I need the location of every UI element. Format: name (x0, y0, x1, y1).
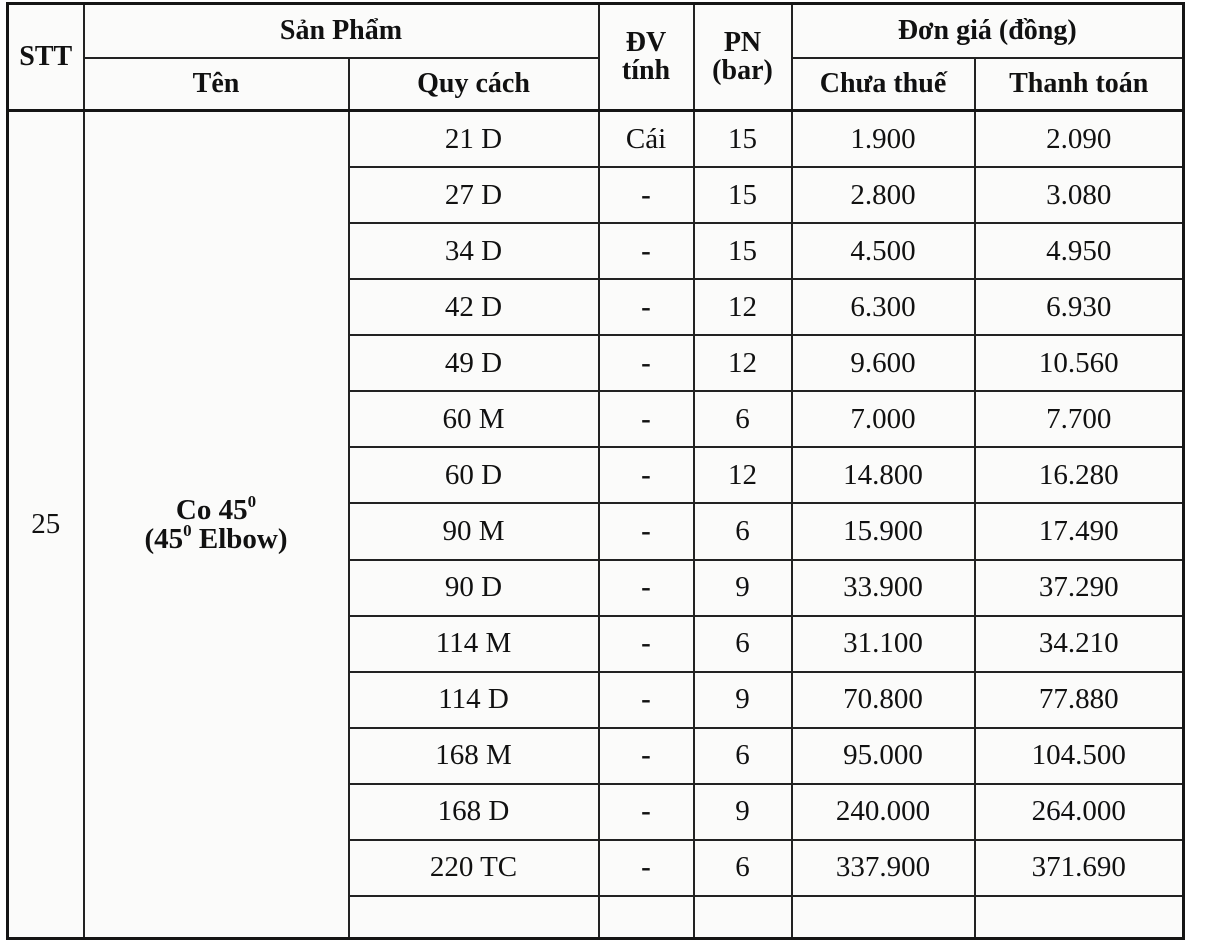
header-pn-line2: (bar) (712, 55, 773, 86)
unit-cell: - (599, 616, 694, 672)
price-pre-tax-cell: 2.800 (792, 167, 975, 223)
header-unit (599, 4, 694, 111)
spec-cell: 49 D (349, 335, 599, 391)
degree-sup: 0 (247, 491, 257, 511)
unit-cell: - (599, 223, 694, 279)
header-pn-line1: PN (723, 27, 762, 58)
unit-cell: - (599, 167, 694, 223)
price-pre-tax-cell: 1.900 (792, 111, 975, 168)
pn-cell: 9 (694, 672, 792, 728)
spec-cell: 34 D (349, 223, 599, 279)
unit-cell: - (599, 560, 694, 616)
header-product-group: Sản Phẩm (84, 4, 599, 59)
table-body (8, 111, 1184, 939)
product-name-text: Co 45 (175, 493, 248, 526)
price-total-cell: 6.930 (975, 279, 1184, 335)
price-total-cell: 3.080 (975, 167, 1184, 223)
price-total-cell: 4.950 (975, 223, 1184, 279)
product-name-cell (84, 111, 349, 939)
empty-cell (599, 896, 694, 939)
header-unit-line2: tính (621, 55, 671, 86)
header-pn (694, 4, 792, 111)
price-total-cell: 264.000 (975, 784, 1184, 840)
empty-cell (349, 896, 599, 939)
spec-cell: 27 D (349, 167, 599, 223)
unit-cell: - (599, 728, 694, 784)
price-pre-tax-cell: 9.600 (792, 335, 975, 391)
price-pre-tax-cell: 70.800 (792, 672, 975, 728)
unit-cell: - (599, 503, 694, 559)
price-pre-tax-cell: 337.900 (792, 840, 975, 896)
pn-cell: 9 (694, 784, 792, 840)
pn-cell: 9 (694, 560, 792, 616)
price-total-cell: 2.090 (975, 111, 1184, 168)
empty-cell (975, 896, 1184, 939)
price-list-sheet (6, 2, 1182, 940)
price-table (6, 2, 1185, 940)
price-total-cell: 34.210 (975, 616, 1184, 672)
unit-cell: - (599, 335, 694, 391)
empty-cell (792, 896, 975, 939)
product-name-en-open: (45 (144, 522, 184, 555)
unit-cell: - (599, 840, 694, 896)
header-price-group: Đơn giá (đồng) (792, 4, 1184, 59)
price-pre-tax-cell: 6.300 (792, 279, 975, 335)
pn-cell: 12 (694, 279, 792, 335)
spec-cell: 220 TC (349, 840, 599, 896)
spec-cell: 90 D (349, 560, 599, 616)
price-total-cell: 16.280 (975, 447, 1184, 503)
product-name-en-rest: Elbow) (191, 522, 288, 555)
spec-cell: 60 D (349, 447, 599, 503)
price-total-cell: 7.700 (975, 391, 1184, 447)
header-price-total: Thanh toán (975, 58, 1184, 111)
pn-cell: 6 (694, 616, 792, 672)
header-unit-line1: ĐV (625, 27, 667, 58)
degree-sup: 0 (183, 520, 192, 540)
price-pre-tax-cell: 33.900 (792, 560, 975, 616)
spec-cell: 42 D (349, 279, 599, 335)
price-total-cell: 17.490 (975, 503, 1184, 559)
price-total-cell: 104.500 (975, 728, 1184, 784)
product-name-line2 (144, 520, 288, 555)
unit-cell: - (599, 672, 694, 728)
price-pre-tax-cell: 95.000 (792, 728, 975, 784)
unit-cell: - (599, 784, 694, 840)
price-total-cell: 37.290 (975, 560, 1184, 616)
price-total-cell: 77.880 (975, 672, 1184, 728)
spec-cell: 60 M (349, 391, 599, 447)
price-pre-tax-cell: 31.100 (792, 616, 975, 672)
header-name: Tên (84, 58, 349, 111)
price-pre-tax-cell: 240.000 (792, 784, 975, 840)
pn-cell: 15 (694, 223, 792, 279)
spec-cell: 114 D (349, 672, 599, 728)
header-stt: STT (8, 4, 84, 111)
price-total-cell: 371.690 (975, 840, 1184, 896)
pn-cell: 15 (694, 111, 792, 168)
price-total-cell: 10.560 (975, 335, 1184, 391)
spec-cell: 21 D (349, 111, 599, 168)
pn-cell: 6 (694, 840, 792, 896)
price-pre-tax-cell: 15.900 (792, 503, 975, 559)
unit-cell: - (599, 447, 694, 503)
pn-cell: 12 (694, 335, 792, 391)
pn-cell: 6 (694, 503, 792, 559)
pn-cell: 6 (694, 391, 792, 447)
price-pre-tax-cell: 14.800 (792, 447, 975, 503)
pn-cell: 12 (694, 447, 792, 503)
price-pre-tax-cell: 7.000 (792, 391, 975, 447)
table-row (8, 111, 1184, 168)
header-price-pre-tax: Chưa thuế (792, 58, 975, 111)
pn-cell: 15 (694, 167, 792, 223)
unit-cell: - (599, 391, 694, 447)
stt-cell: 25 (8, 111, 84, 939)
unit-cell: Cái (599, 111, 694, 168)
empty-cell (694, 896, 792, 939)
spec-cell: 168 D (349, 784, 599, 840)
table-header (8, 4, 1184, 111)
spec-cell: 90 M (349, 503, 599, 559)
spec-cell: 168 M (349, 728, 599, 784)
spec-cell: 114 M (349, 616, 599, 672)
pn-cell: 6 (694, 728, 792, 784)
unit-cell: - (599, 279, 694, 335)
header-spec: Quy cách (349, 58, 599, 111)
price-pre-tax-cell: 4.500 (792, 223, 975, 279)
